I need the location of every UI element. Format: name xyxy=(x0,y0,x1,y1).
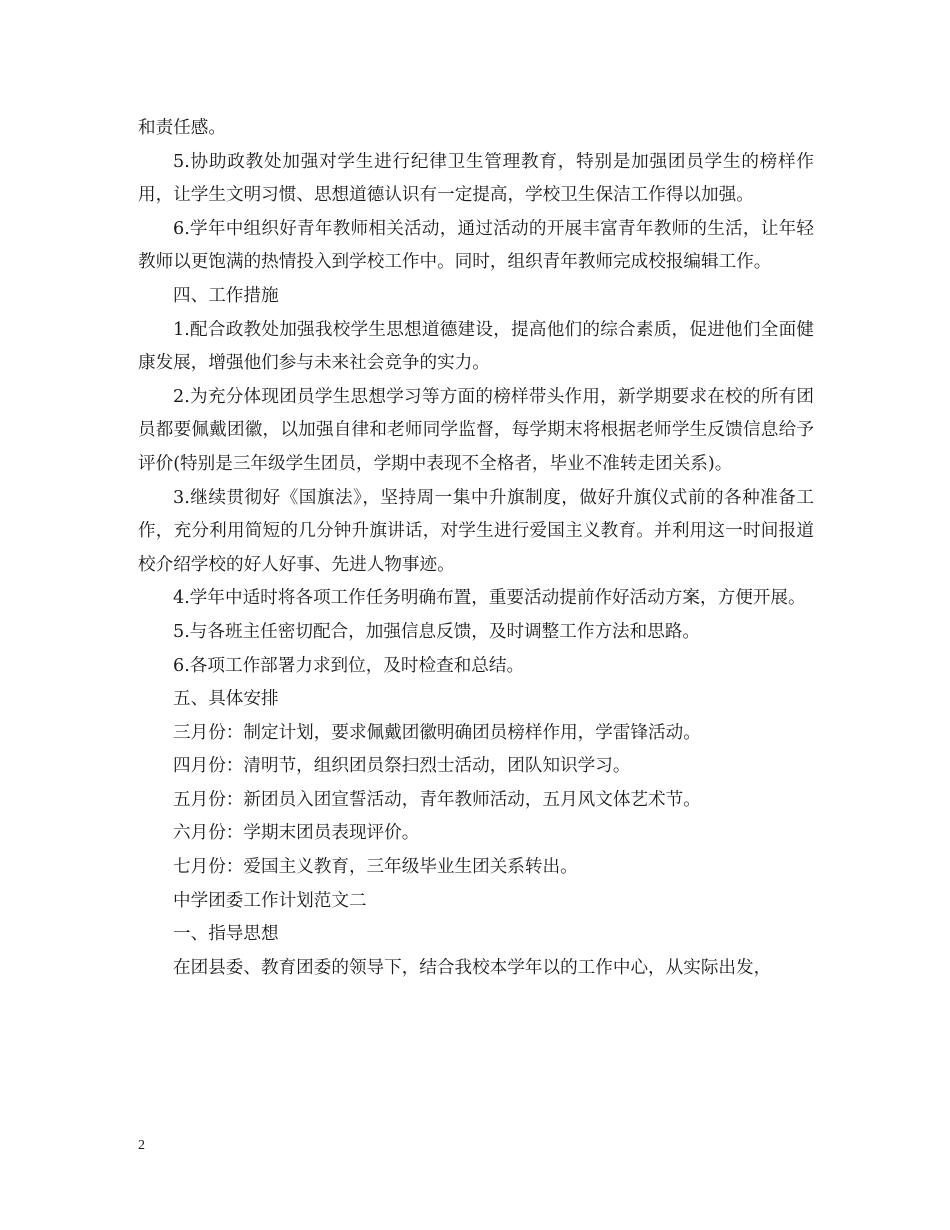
paragraph-3: 6.学年中组织好青年教师相关活动，通过活动的开展丰富青年教师的生活，让年轻教师以更饱满的热情投入到学校工作中。同时，组织青年教师完成校报编辑工作。 xyxy=(138,218,814,273)
paragraph-10: 6.各项工作部署力求到位，及时检查和总结。 xyxy=(173,655,525,676)
paragraph-7: 3.继续贯彻好《国旗法》，坚持周一集中升旗制度，做好升旗仪式前的各种准备工作，充分利用简短的几分钟升旗讲话，对学生进行爱国主义教育。并利用这一时间报道校介绍学校的好人好事、先进人物事迹。 xyxy=(138,487,814,575)
paragraph-2: 5.协助政教处加强对学生进行纪律卫生管理教育，特别是加强团员学生的榜样作用，让学生文明习惯、思想道德认识有一定提高，学校卫生保洁工作得以加强。 xyxy=(138,151,814,206)
schedule-may: 五月份：新团员入团宣誓活动，青年教师活动，五月风文体艺术节。 xyxy=(173,789,701,810)
schedule-april: 四月份：清明节，组织团员祭扫烈士活动，团队知识学习。 xyxy=(173,756,631,777)
section-heading-measures: 四、工作措施 xyxy=(173,285,279,306)
paragraph-6: 2.为充分体现团员学生思想学习等方面的榜样带头作用，新学期要求在校的所有团员都要佩戴团徽，以加强自律和老师同学监督，每学期末将根据老师学生反馈信息给予评价(特别是三年级学生团员，学期中表现不全格者，毕业不准转走团关系)。 xyxy=(138,386,814,474)
paragraph-5: 1.配合政教处加强我校学生思想道德建设，提高他们的综合素质，促进他们全面健康发展，增强他们参与未来社会竞争的实力。 xyxy=(138,319,814,374)
paragraph-8: 4.学年中适时将各项工作任务明确布置，重要活动提前作好活动方案，方便开展。 xyxy=(173,588,806,609)
paragraph-1: 和责任感。 xyxy=(138,118,226,138)
document-body xyxy=(138,112,814,985)
schedule-july: 七月份：爱国主义教育，三年级毕业生团关系转出。 xyxy=(173,857,578,878)
paragraph-9: 5.与各班主任密切配合，加强信息反馈，及时调整工作方法和思路。 xyxy=(173,621,701,642)
paragraph-19: 在团县委、教育团委的领导下，结合我校本学年以的工作中心，从实际出发， xyxy=(173,957,772,978)
sample-title-two: 中学团委工作计划范文二 xyxy=(173,890,367,911)
section-heading-schedule: 五、具体安排 xyxy=(173,689,279,710)
schedule-march: 三月份：制定计划，要求佩戴团徽明确团员榜样作用，学雷锋活动。 xyxy=(173,722,701,743)
section-heading-guiding: 一、指导思想 xyxy=(173,924,279,945)
schedule-june: 六月份：学期末团员表现评价。 xyxy=(173,823,420,844)
page-number: 2 xyxy=(138,1138,145,1153)
